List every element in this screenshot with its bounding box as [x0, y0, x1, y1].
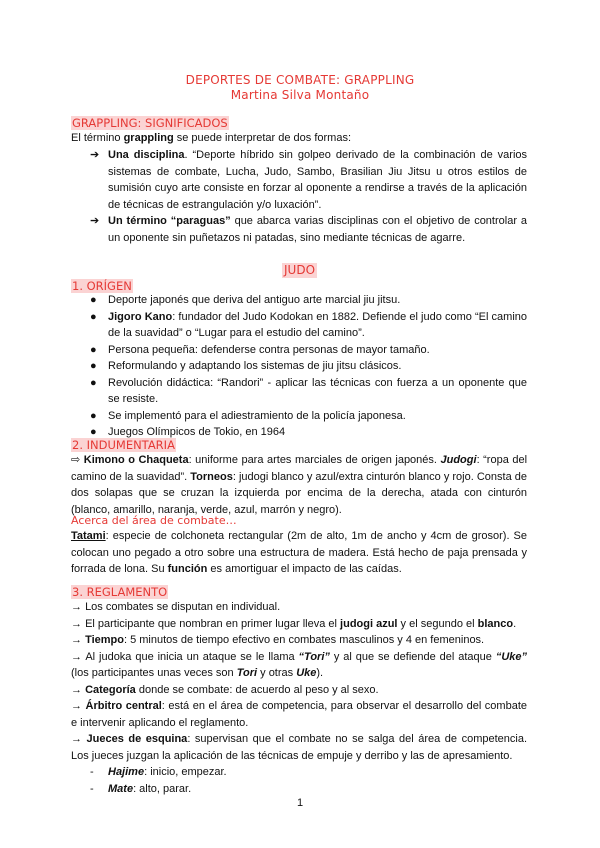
text: : alto, parar.: [133, 782, 192, 795]
item-text: Se implementó para el adiestramiento de la policía japonesa.: [108, 409, 406, 422]
arrow-icon: →: [71, 733, 82, 745]
bullet-icon: ●: [90, 426, 97, 438]
section-heading-significados: GRAPPLING: SIGNIFICADOS: [72, 116, 228, 130]
paragraph-tatami: [71, 528, 527, 578]
rule-item: [71, 698, 527, 731]
bold-term: Tiempo: [85, 634, 124, 646]
item-text: Reformulando y adaptando los sistemas de jiu jitsu clásicos.: [108, 360, 402, 372]
bullet-icon: ●: [90, 376, 97, 389]
dash-icon: -: [90, 766, 94, 778]
text: : inicio, empezar.: [144, 766, 227, 778]
rule-item: [71, 731, 527, 764]
arrow-icon: →: [71, 634, 82, 646]
bullet-icon: ●: [90, 409, 97, 422]
judo-heading: JUDO: [284, 263, 316, 277]
list-item: [90, 375, 527, 408]
bold-term: Jigoro Kano: [108, 310, 173, 323]
paragraph-intro: [71, 130, 527, 147]
significados-list: [90, 147, 527, 246]
section-heading-origen: 1. ORÍGEN: [72, 279, 132, 293]
bold-term: blanco: [477, 617, 514, 630]
italic-term: Judogi: [440, 454, 477, 466]
intro-text-c: se puede interpretar de dos formas:: [173, 132, 352, 144]
subheading-area: Acerca del área de combate…: [71, 514, 237, 527]
section-heading-indumentaria: 2. INDUMENTARIA: [72, 438, 175, 452]
bold-term: Kimono o Chaqueta: [83, 454, 189, 466]
list-item: [90, 292, 527, 309]
document-title: DEPORTES DE COMBATE: GRAPPLING: [185, 73, 415, 87]
list-item: [90, 309, 527, 342]
bullet-icon: ●: [90, 343, 97, 356]
bold-term: Categoría: [85, 683, 136, 696]
arrow-icon: ⇨: [71, 454, 81, 466]
italic-term: “Tori”: [298, 650, 330, 663]
rule-item: [71, 682, 527, 699]
arrow-icon: →: [71, 700, 82, 712]
text: El participante que nombran en primer lugar lleva el: [85, 617, 341, 630]
list-item: [90, 147, 527, 213]
item-text: Revolución didáctica: “Randori” - aplicar las técnicas con fuerza a un oponente que se resiste.: [108, 376, 527, 405]
rule-item: [71, 599, 527, 616]
text: .: [513, 617, 517, 630]
text: : judogi blanco y azul/extra cinturón blanco y rojo. Consta de dos solapas que se cruzan la izquierda por encima de la derecha, atada con cinturón (blanco, amarillo, naranja, verde, azul, marrón y negro).: [71, 470, 528, 516]
bold-term: Una disciplina: [108, 149, 185, 161]
item-text: Deporte japonés que deriva del antiguo arte marcial jiu jitsu.: [108, 294, 401, 306]
bullet-icon: ●: [90, 294, 97, 306]
list-item: [90, 781, 527, 798]
list-item: [90, 358, 527, 375]
origen-list: [90, 292, 527, 441]
bold-term: Tatami: [71, 530, 106, 542]
bold-term: Torneos: [190, 470, 233, 483]
bullet-icon: ●: [90, 310, 97, 323]
bold-term: Jueces de esquina: [86, 733, 188, 745]
text: : especie de colchoneta rectangular (2m de alto, 1m de ancho y 4cm de grosor). Se colocan uno pegado a otro sobre una estructura de madera. Está hecho de paja prensada y forrada de lona. Su: [71, 530, 527, 575]
page-number: 1: [296, 797, 304, 809]
intro-term: grappling: [123, 132, 174, 144]
item-text: Persona pequeña: defenderse contra personas de mayor tamaño.: [108, 343, 430, 356]
arrow-icon: →: [71, 650, 82, 663]
rule-item: [71, 632, 527, 649]
paragraph-kimono: [71, 452, 527, 518]
bold-term: judogi azul: [340, 617, 398, 630]
item-text: que abarca varias disciplinas con el objetivo de controlar a un oponente sin puñetazos ni patadas, sino mediante técnicas de agarre.: [108, 215, 527, 244]
text: : está en el área de competencia, para observar el desarrollo del combate e intervenir aplicando el reglamento.: [71, 700, 527, 729]
text: Al judoka que inicia un ataque se le llama: [85, 650, 299, 663]
list-item: [90, 408, 527, 425]
document-author: Martina Silva Montaño: [230, 88, 370, 102]
text: : supervisan que el combate no se salga del área de competencia. Los jueces juzgan la aplicación de las técnicas de empuje y derribo y las de apresamiento.: [71, 733, 527, 762]
italic-term: Uke: [296, 667, 317, 679]
text: : “ropa del camino de la suavidad”.: [71, 454, 528, 483]
item-text: . “Deporte híbrido sin golpeo derivado de la combinación de varios sistemas de combate, Lucha, Judo, Sambo, Brasilian Jiu Jitsu u otros estilos de sumisión cuyo arte consiste en forzar al oponente a rendirse a través de la aplicación de técnicas de estrangulación y/o luxación”.: [108, 149, 528, 211]
text: donde se combate: de acuerdo al peso y al sexo.: [135, 683, 379, 696]
text: : 5 minutos de tiempo efectivo en combates masculinos y 4 en femeninos.: [123, 634, 485, 646]
italic-term: “Uke”: [495, 650, 527, 663]
text: : uniforme para artes marciales de origen japonés.: [188, 454, 441, 466]
arrow-icon: →: [71, 683, 82, 696]
dash-icon: -: [90, 782, 94, 795]
text: Los combates se disputan en individual.: [85, 601, 281, 613]
commands-list: [90, 764, 527, 797]
rule-item: [71, 649, 527, 682]
italic-term: Tori: [236, 667, 258, 679]
text: (los participantes unas veces son: [71, 667, 237, 679]
italic-term: Mate: [108, 782, 134, 795]
arrow-icon: →: [71, 601, 82, 613]
italic-term: Hajime: [108, 766, 145, 778]
list-item: [90, 764, 527, 781]
arrow-icon: ➔: [90, 149, 100, 161]
text: y al que se defiende del ataque: [329, 650, 496, 663]
bold-term: Un término “paraguas”: [108, 215, 231, 227]
section-heading-reglamento: 3. REGLAMENTO: [72, 585, 168, 599]
text: y otras: [257, 667, 297, 679]
bold-term: función: [167, 563, 208, 575]
bullet-icon: ●: [90, 360, 97, 372]
list-item: [90, 213, 527, 246]
list-item: [90, 342, 527, 359]
intro-text-a: El término: [71, 132, 124, 144]
arrow-icon: ➔: [90, 215, 100, 227]
rule-item: [71, 616, 527, 633]
text: y el segundo el: [397, 617, 478, 630]
text: ).: [316, 667, 324, 679]
bold-term: Árbitro central: [85, 700, 162, 712]
arrow-icon: →: [71, 617, 82, 630]
item-text: Juegos Olímpicos de Tokio, en 1964: [108, 426, 286, 438]
text: es amortiguar el impacto de las caídas.: [207, 563, 402, 575]
item-text: : fundador del Judo Kodokan en 1882. Defiende el judo como “El camino de la suavidad” o “Lugar para el estudio del camino”.: [108, 310, 527, 339]
